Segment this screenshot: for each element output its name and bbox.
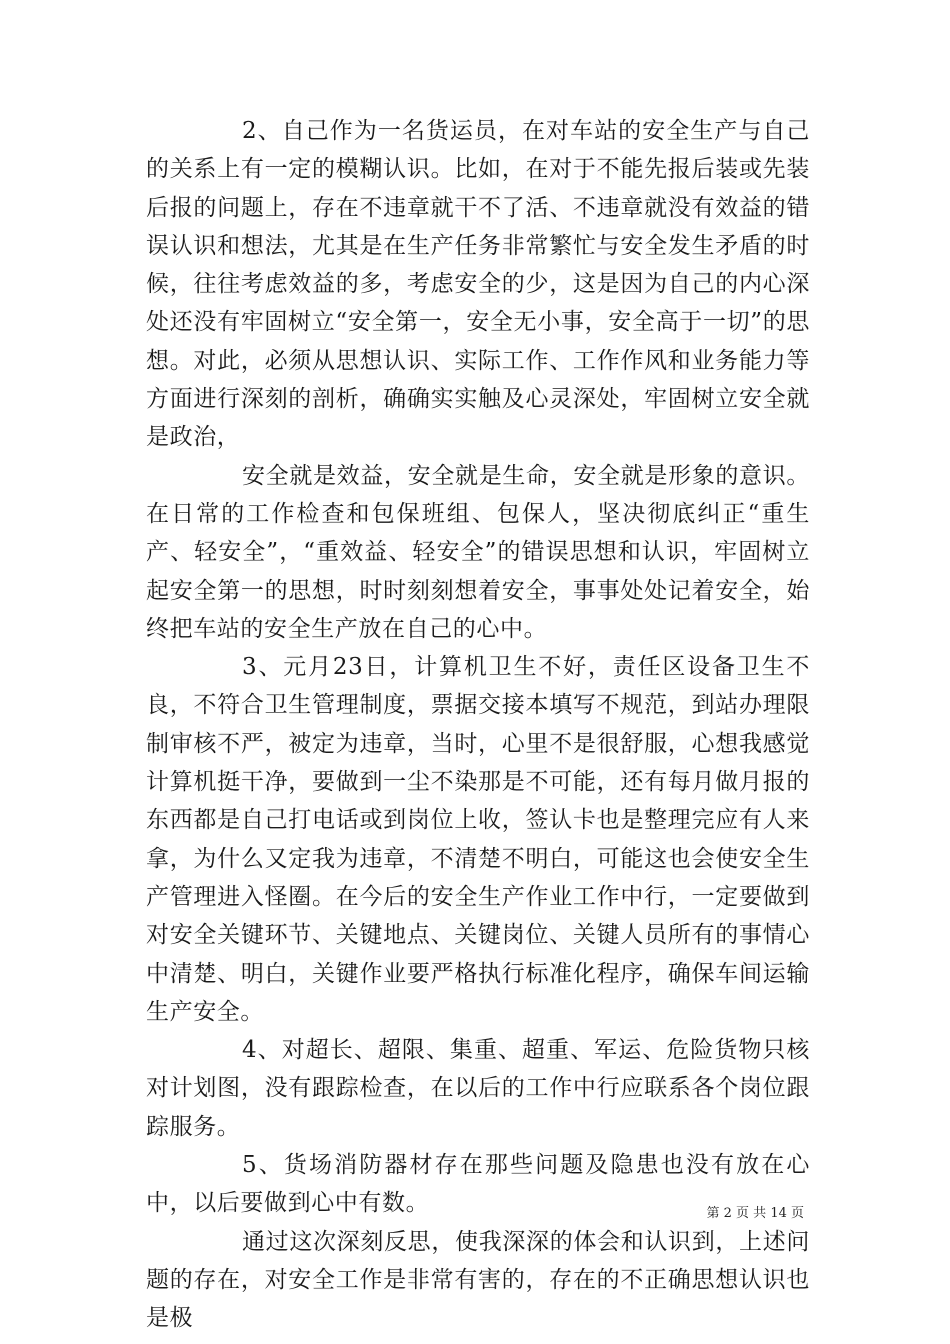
paragraph-item-4: 4、对超长、超限、集重、超重、军运、危险货物只核对计划图，没有跟踪检查，在以后的工作中行应联系各个岗位跟踪服务。 [146,1037,810,1140]
paragraph-reflection: 通过这次深刻反思，使我深深的体会和认识到，上述问题的存在，对安全工作是非常有害的，存在的不正确思想认识也是极 [146,1228,810,1332]
body-text [146,112,810,1338]
paragraph-item-2: 2、自己作为一名货运员，在对车站的安全生产与自己的关系上有一定的模糊认识。比如，在对于不能先报后装或先装后报的问题上，存在不违章就干不了活、不违章就没有效益的错误认识和想法，尤其是在生产任务非常繁忙与安全发生矛盾的时候，往往考虑效益的多，考虑安全的少，这是因为自己的内心深处还没有牢固树立“安全第一，安全无小事，安全高于一切”的思想。对此，必须从思想认识、实际工作、工作作风和业务能力等方面进行深刻的剖析，确确实实触及心灵深处，牢固树立安全就是政治， [146,118,810,451]
paragraph-safety-values: 安全就是效益，安全就是生命，安全就是形象的意识。在日常的工作检查和包保班组、包保人，坚决彻底纠正“重生产、轻安全”，“重效益、轻安全”的错误思想和认识，牢固树立起安全第一的思想，时时刻刻想着安全，事事处处记着安全，始终把车站的安全生产放在自己的心中。 [146,462,810,642]
paragraph-item-3: 3、元月23日，计算机卫生不好，责任区设备卫生不良，不符合卫生管理制度，票据交接本填写不规范，到站办理限制审核不严，被定为违章，当时，心里不是很舒服，心想我感觉计算机挺干净，要做到一尘不染那是不可能，还有每月做月报的东西都是自己打电话或到岗位上收，签认卡也是整理完应有人来拿，为什么又定我为违章，不清楚不明白，可能这也会使安全生产管理进入怪圈。在今后的安全生产作业工作中行，一定要做到对安全关键环节、关键地点、关键岗位、关键人员所有的事情心中清楚、明白，关键作业要严格执行标准化程序，确保车间运输生产安全。 [146,654,810,1025]
page-number-footer: 第 2 页 共 14 页 [706,1206,804,1221]
paragraph-item-5: 5、货场消防器材存在那些问题及隐患也没有放在心中，以后要做到心中有数。 [146,1152,810,1217]
